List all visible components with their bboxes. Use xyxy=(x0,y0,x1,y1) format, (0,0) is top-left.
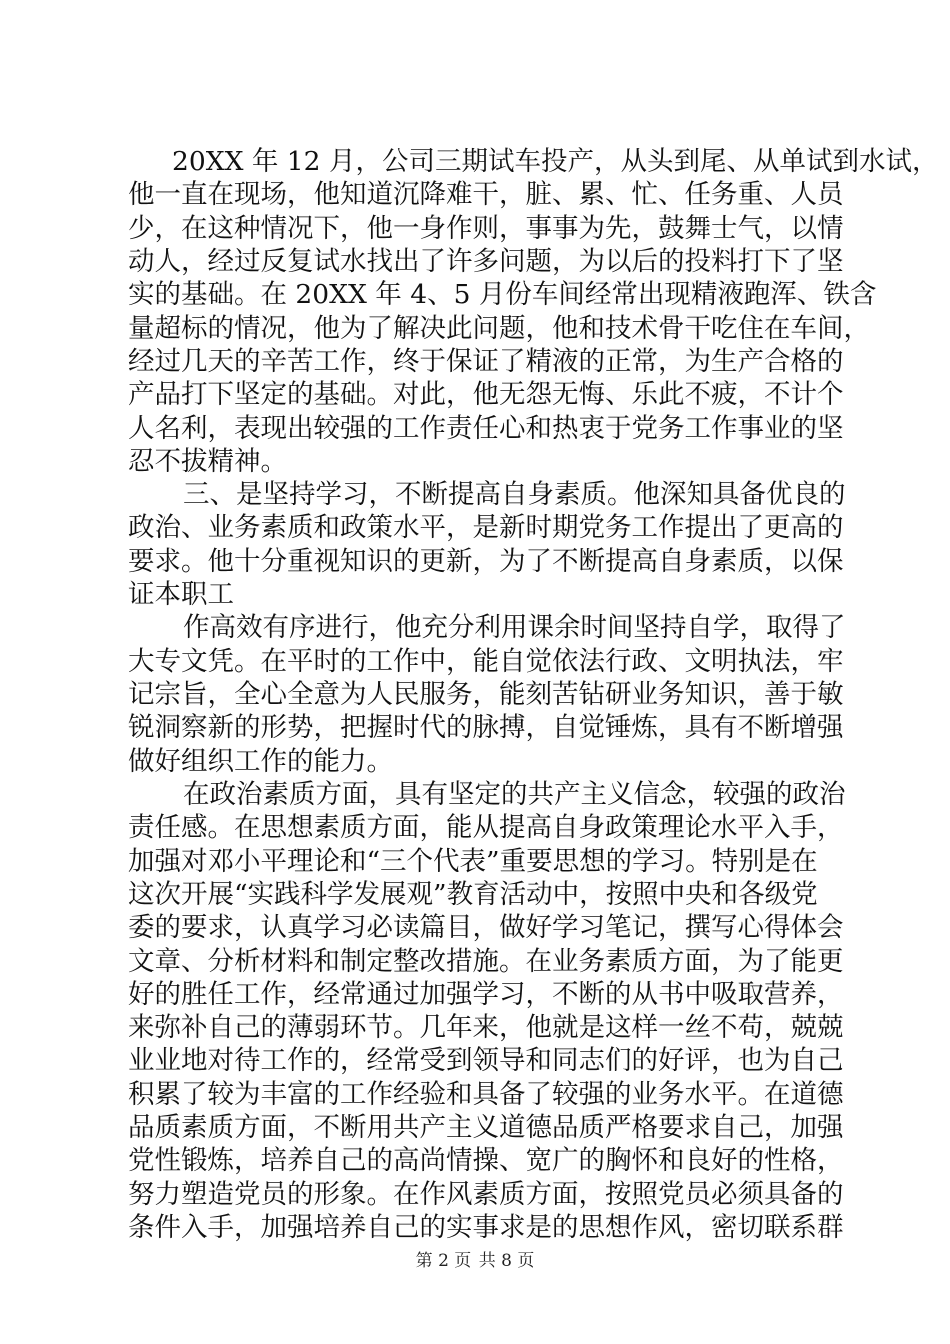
text-line: 实的基础。在 20XX 年 4、5 月份车间经常出现精液跑浑、铁含 xyxy=(128,279,877,310)
text-line: 这次开展“实践科学发展观”教育活动中，按照中央和各级党 xyxy=(128,879,818,910)
text-line: 努力塑造党员的形象。在作风素质方面，按照党员必须具备的 xyxy=(128,1179,844,1210)
text-line: 品质素质方面，不断用共产主义道德品质严格要求自己，加强 xyxy=(128,1112,844,1143)
paragraph-start-line: 在政治素质方面，具有坚定的共产主义信念，较强的政治 xyxy=(183,779,846,810)
text-line: 量超标的情况，他为了解决此问题，他和技术骨干吃住在车间， xyxy=(128,313,870,344)
text-line: 他一直在现场，他知道沉降难干，脏、累、忙、任务重、人员 xyxy=(128,179,844,210)
page-total: 共 8 页 xyxy=(478,1251,535,1271)
text-line: 动人，经过反复试水找出了许多问题，为以后的投料打下了坚 xyxy=(128,246,844,277)
text-line: 责任感。在思想素质方面，能从提高自身政策理论水平入手， xyxy=(128,812,844,843)
text-line: 政治、业务素质和政策水平，是新时期党务工作提出了更高的 xyxy=(128,512,844,543)
text-line: 做好组织工作的能力。 xyxy=(128,746,393,777)
text-line: 证本职工 xyxy=(128,579,234,610)
paragraph-start-line: 三、是坚持学习，不断提高自身素质。他深知具备优良的 xyxy=(183,479,846,510)
text-line: 经过几天的辛苦工作，终于保证了精液的正常，为生产合格的 xyxy=(128,346,844,377)
page-footer xyxy=(0,1249,950,1273)
text-line: 来弥补自己的薄弱环节。几年来，他就是这样一丝不苟，兢兢 xyxy=(128,1012,844,1043)
text-line: 条件入手，加强培养自己的实事求是的思想作风，密切联系群 xyxy=(128,1212,844,1243)
text-line: 委的要求，认真学习必读篇目，做好学习笔记，撰写心得体会 xyxy=(128,912,844,943)
text-line: 积累了较为丰富的工作经验和具备了较强的业务水平。在道德 xyxy=(128,1079,844,1110)
text-line: 少，在这种情况下，他一身作则，事事为先，鼓舞士气，以情 xyxy=(128,213,844,244)
text-line: 大专文凭。在平时的工作中，能自觉依法行政、文明执法，牢 xyxy=(128,646,844,677)
text-line: 加强对邓小平理论和“三个代表”重要思想的学习。特别是在 xyxy=(128,846,818,877)
paragraph-start-line: 作高效有序进行，他充分利用课余时间坚持自学，取得了 xyxy=(183,612,846,643)
text-line: 20XX 年 12 月，公司三期试车投产，从头到尾、从单试到水试， xyxy=(172,146,939,177)
page-number: 第 2 页 xyxy=(415,1251,472,1271)
text-line: 文章、分析材料和制定整改措施。在业务素质方面，为了能更 xyxy=(128,946,844,977)
text-line: 锐洞察新的形势，把握时代的脉搏，自觉锤炼，具有不断增强 xyxy=(128,712,844,743)
text-line: 产品打下坚定的基础。对此，他无怨无悔、乐此不疲，不计个 xyxy=(128,379,844,410)
text-line: 记宗旨，全心全意为人民服务，能刻苦钻研业务知识，善于敏 xyxy=(128,679,844,710)
text-line: 要求。他十分重视知识的更新，为了不断提高自身素质，以保 xyxy=(128,546,844,577)
text-line: 人名利，表现出较强的工作责任心和热衷于党务工作事业的坚 xyxy=(128,413,844,444)
text-line: 好的胜任工作，经常通过加强学习，不断的从书中吸取营养， xyxy=(128,979,844,1010)
text-line: 党性锻炼，培养自己的高尚情操、宽广的胸怀和良好的性格， xyxy=(128,1145,844,1176)
text-line: 业业地对待工作的，经常受到领导和同志们的好评，也为自己 xyxy=(128,1045,844,1076)
text-line: 忍不拔精神。 xyxy=(128,446,287,477)
